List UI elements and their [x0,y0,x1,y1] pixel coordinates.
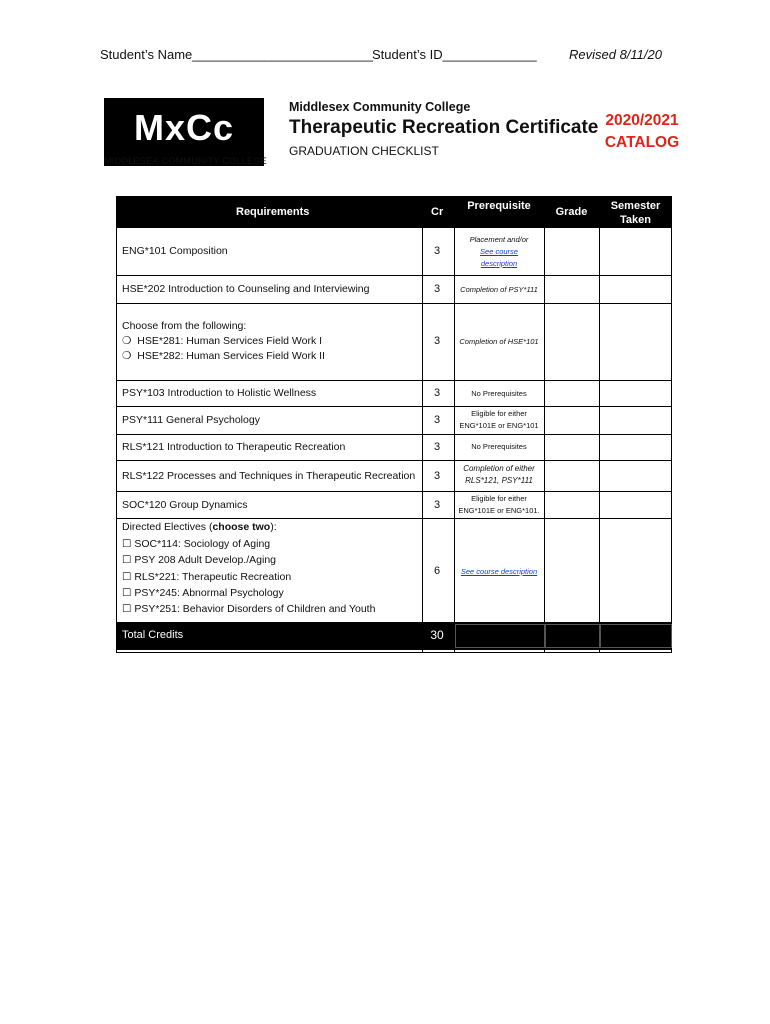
checkbox-icon[interactable]: ☐ [122,554,132,566]
catalog-badge [592,110,692,154]
see-course-link[interactable]: See course [480,247,518,256]
row-hse202-prerequisite: Completion of PSY*111 [460,285,538,294]
total-credits-value: 30 [430,628,444,642]
row-soc120-prerequisite [455,493,543,517]
see-course-description-link[interactable]: See course description [460,567,538,576]
pre-placement: Placement and/or [469,235,529,244]
total-grade-cell [545,624,600,648]
certificate-title: Therapeutic Recreation Certificate [289,117,599,138]
row-rls122-prerequisite [455,463,543,487]
row-soc120-credits: 3 [433,499,441,511]
catalog-label: CATALOG [604,134,680,151]
college-name: Middlesex Community College [289,100,471,114]
total-prerequisite-cell [455,624,545,648]
pre-line1: Eligible for either [471,409,527,418]
row-psy103-prerequisite: No Prerequisites [471,389,527,398]
elective-rls221-label: RLS*221: Therapeutic Recreation [134,571,292,583]
row-psy103-requirement: PSY*103 Introduction to Holistic Wellness [122,387,317,399]
pre-line2: ENG*101E or ENG*101 [459,421,539,430]
radio-icon[interactable]: ❍ [122,350,132,362]
row-choose-prerequisite: Completion of HSE*101 [459,337,539,346]
row-eng101-credits: 3 [433,245,441,257]
elective-psy251[interactable] [122,603,375,615]
checklist-subtitle: GRADUATION CHECKLIST [289,144,439,158]
row-rls122-requirement: RLS*122 Processes and Techniques in Therapeutic Recreation [122,470,416,482]
header-cr: Cr [431,206,444,218]
total-credits-label: Total Credits [122,629,184,641]
checkbox-icon[interactable]: ☐ [122,571,132,583]
pre-line1: Eligible for either [471,494,527,503]
row-hse202-credits: 3 [433,283,441,295]
logo-text: MIDDLESEX COMMUNITY COLLEGE [104,156,267,166]
checkbox-icon[interactable]: ☐ [122,587,132,599]
choice-hse282-label: HSE*282: Human Services Field Work II [137,350,325,362]
row-choose-requirement: Choose from the following: [122,320,247,332]
student-id-label: Student’s ID [372,47,443,62]
choice-hse281[interactable] [122,335,322,347]
electives-label-b: choose two [212,521,271,533]
row-psy111-requirement: PSY*111 General Psychology [122,414,260,426]
header-semester [599,199,672,227]
row-soc120-requirement: SOC*120 Group Dynamics [122,499,248,511]
logo-mark: MxCc [133,107,235,148]
pre-line1: Completion of either [463,464,535,473]
header-prerequisite: Prerequisite [467,200,531,212]
row-psy111-credits: 3 [433,414,441,426]
row-psy103-credits: 3 [433,387,441,399]
header-grade: Grade [555,206,588,218]
checkbox-icon[interactable]: ☐ [122,603,132,615]
row-electives-credits: 6 [433,565,441,577]
choice-hse281-label: HSE*281: Human Services Field Work I [137,335,323,347]
pre-line2: ENG*101E or ENG*101. [458,506,540,515]
row-eng101-prerequisite [455,234,543,270]
choice-hse282[interactable] [122,350,325,362]
elective-psy251-label: PSY*251: Behavior Disorders of Children and Youth [134,603,376,615]
header-requirements: Requirements [236,206,310,218]
pre-line2: RLS*121, PSY*111 [465,476,533,485]
row-rls121-credits: 3 [433,441,441,453]
elective-soc114[interactable] [122,538,270,550]
total-semester-cell [600,624,672,648]
elective-psy245-label: PSY*245: Abnormal Psychology [134,587,284,599]
row-hse202-requirement: HSE*202 Introduction to Counseling and Interviewing [122,283,370,295]
student-name-line[interactable]: Student’s Name_________________________ [100,47,374,62]
elective-psy208-label: PSY 208 Adult Develop./Aging [134,554,277,566]
description-link[interactable]: description [480,259,518,268]
elective-rls221[interactable] [122,571,291,583]
electives-label-a: Directed Electives ( [122,521,213,533]
elective-soc114-label: SOC*114: Sociology of Aging [134,538,271,550]
catalog-year: 2020/2021 [605,112,679,129]
row-eng101-requirement: ENG*101 Composition [122,245,228,257]
header-semester-line1: Semester [610,200,661,212]
row-rls121-prerequisite: No Prerequisites [471,442,527,451]
row-choose-credits: 3 [433,335,441,347]
student-name-label: Student’s Name [100,47,193,62]
checkbox-icon[interactable]: ☐ [122,538,132,550]
radio-icon[interactable]: ❍ [122,335,132,347]
student-id-line[interactable]: Student’s ID_____________ [372,47,537,62]
header-semester-line2: Taken [620,214,651,226]
elective-psy208[interactable] [122,554,276,566]
elective-psy245[interactable] [122,587,284,599]
electives-label-c: ): [270,521,277,533]
row-electives-requirement [122,521,277,533]
row-rls121-requirement: RLS*121 Introduction to Therapeutic Recreation [122,441,346,453]
revised-date: Revised 8/11/20 [569,47,662,62]
row-rls122-credits: 3 [433,470,441,482]
row-psy111-prerequisite [455,408,543,432]
